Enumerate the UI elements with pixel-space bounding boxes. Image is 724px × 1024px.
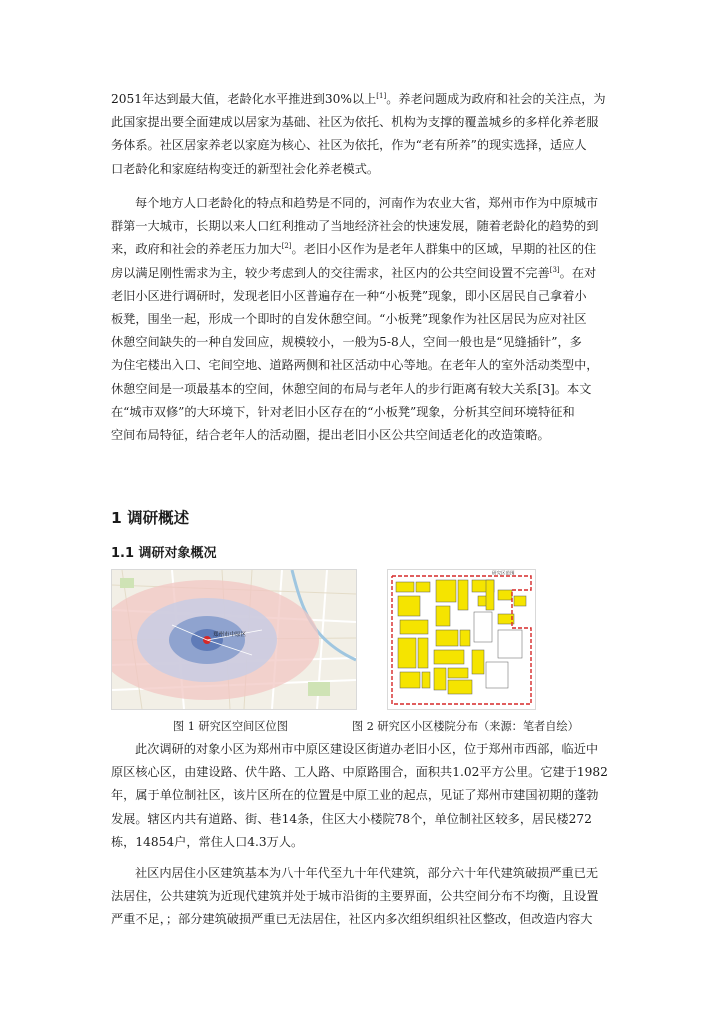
p2-line-11: 空间布局特征，结合老年人的活动圈，提出老旧小区公共空间适老化的改造策略。 — [111, 427, 550, 442]
intro-line-2: 此国家提出要全面建成以居家为基础、社区为依托、机构为支撑的覆盖城乡的多样化养老服 — [111, 115, 599, 130]
p2-line-2: 群第一大城市，长期以来人口红利推动了当地经济社会的快速发展，随着老龄化的趋势的到 — [111, 219, 599, 234]
p2-line-5: 老旧小区进行调研时，发现老旧小区普遍存在一种“小板凳”现象，即小区居民自己拿着小 — [111, 288, 587, 303]
p4-line-2: 法居住，公共建筑为近现代建筑并处于城市沿街的主要界面，公共空间分布不均衡，且设置 — [111, 889, 599, 904]
intro-line-4: 口老龄化和家庭结构变迁的新型社会化养老模式。 — [111, 161, 380, 176]
paragraph-study-object — [111, 738, 613, 854]
figure-1-location-map — [111, 569, 357, 710]
p2-line-6: 板凳，围坐一起，形成一个即时的自发休憩空间。“小板凳”现象作为社区居民为应对社区 — [111, 311, 587, 326]
figure-2-caption: 图 2 研究区小区楼院分布（来源：笔者自绘） — [352, 720, 579, 733]
intro-paragraph — [111, 88, 613, 181]
boundary-label: 研究区范围 — [492, 571, 515, 577]
p2-line-3: 来，政府和社会的养老压力加大[2]。老旧小区作为是老年人群集中的区域，早期的社区的住 — [111, 242, 597, 257]
p2-line-10: 在“城市双修”的大环境下，针对老旧小区存在的“小板凳”现象，分析其空间环境特征和 — [111, 404, 575, 419]
paragraph-building-status — [111, 862, 613, 932]
p3-line-1: 此次调研的对象小区为郑州市中原区建设区街道办老旧小区，位于郑州市西部，临近中 — [135, 742, 599, 756]
p2-line-1: 每个地方人口老龄化的特点和趋势是不同的，河南作为农业大省，郑州市作为中原城市 — [135, 196, 599, 210]
paragraph-aging-zhengzhou — [111, 192, 613, 447]
p2-line-4: 房以满足刚性需求为主，较少考虑到人的交往需求，社区内的公共空间设置不完善[3]。在对 — [111, 265, 597, 280]
citation-ref-2[interactable]: [2] — [281, 242, 292, 251]
p2-line-7: 休憩空间缺失的一种自发回应，规模较小，一般为5-8人，空间一般也是“见缝插针”，多 — [111, 335, 582, 350]
figure-2-block-distribution — [387, 569, 536, 710]
intro-line-3: 务体系。社区居家养老以家庭为核心、社区为依托，作为“老有所养”的现实选择，适应人 — [111, 138, 587, 153]
section-heading: 1 调研概述 — [111, 509, 190, 527]
p2-line-8: 为住宅楼出入口、宅间空地、道路两侧和社区活动中心等地。在老年人的室外活动类型中， — [111, 358, 599, 373]
citation-ref-3[interactable]: [3] — [549, 265, 560, 274]
block-distribution-graphic — [388, 570, 535, 709]
p3-line-5: 栋，14854户，常住人口4.3万人。 — [111, 834, 304, 849]
location-map-graphic — [112, 570, 356, 709]
p3-line-3: 年，属于单位制社区，该片区所在的位置是中原工业的起点，见证了郑州市建国初期的蓬勃 — [111, 788, 599, 803]
p2-line-9: 休憩空间是一项最基本的空间，休憩空间的布局与老年人的步行距离有较大关系[3]。本文 — [111, 381, 592, 396]
subsection-heading: 1.1 调研对象概况 — [111, 546, 217, 561]
p3-line-2: 原区核心区，由建设路、伏牛路、工人路、中原路围合，面积共1.02平方公里。它建于1982 — [111, 765, 608, 780]
citation-ref-1[interactable]: [1] — [376, 91, 387, 100]
p3-line-4: 发展。辖区内共有道路、街、巷14条，住区大小楼院78个，单位制社区较多，居民楼272 — [111, 811, 592, 826]
intro-line-1: 2051年达到最大值，老龄化水平推进到30%以上[1]。养老问题成为政府和社会的关注点，为 — [111, 91, 606, 106]
figure-1-caption: 图 1 研究区空间区位图 — [173, 720, 288, 733]
p4-line-1: 社区内居住小区建筑基本为八十年代至九十年代建筑，部分六十年代建筑破损严重已无 — [135, 866, 599, 880]
map-place-label: 郑州市中原区 — [213, 632, 247, 638]
p4-line-3: 严重不足，；部分建筑破损严重已无法居住，社区内多次组织组织社区整改，但改造内容大 — [111, 912, 593, 927]
